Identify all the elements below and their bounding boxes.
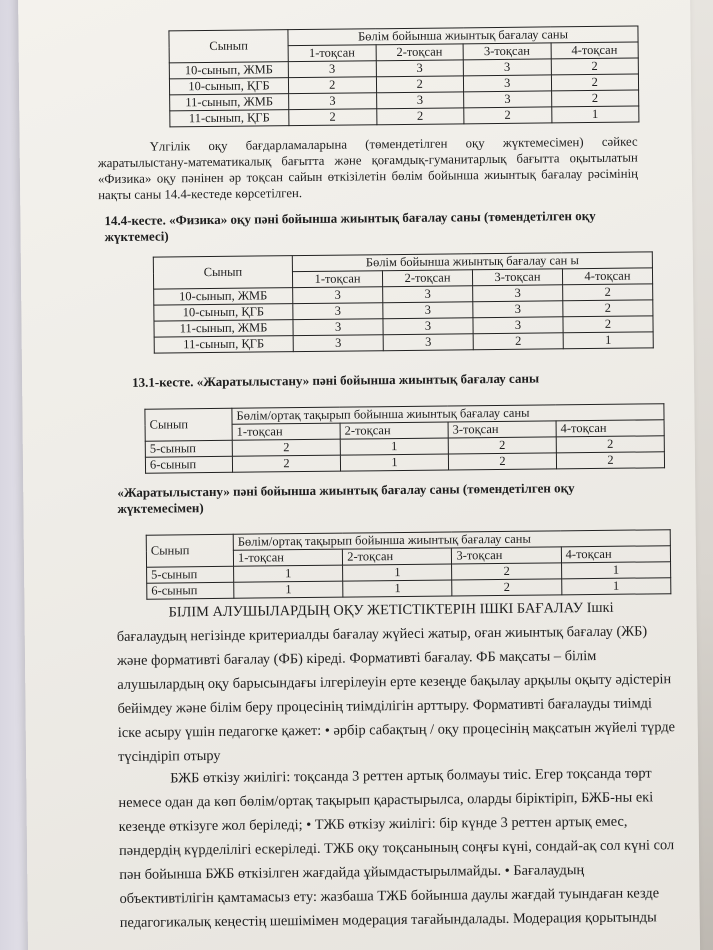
group-header: Бөлім/ортақ тақырып бойынша жиынтық бағалау саны bbox=[232, 404, 664, 425]
row-label: 6-сынып bbox=[145, 456, 232, 473]
cell: 3 bbox=[293, 287, 383, 304]
cell: 3 bbox=[473, 317, 563, 334]
table-2-caption: 14.4-кесте. «Физика» оқу пәні бойынша жиынтық бағалау саны (төмендетілген оқу жүктемесі) bbox=[104, 207, 596, 245]
cell: 2 bbox=[551, 58, 639, 75]
quarter-header: 4-тоқсан bbox=[561, 546, 670, 563]
quarter-header: 2-тоқсан bbox=[343, 548, 452, 565]
cell: 2 bbox=[452, 579, 561, 596]
table-3 bbox=[144, 403, 665, 473]
cell: 3 bbox=[473, 285, 563, 302]
cell: 3 bbox=[293, 335, 383, 352]
cell: 1 bbox=[234, 581, 343, 598]
cell: 2 bbox=[376, 76, 464, 93]
row-label: 10-сынып, ЖМБ bbox=[154, 288, 293, 305]
cell: 2 bbox=[448, 453, 556, 470]
col-header-class: Сынып bbox=[145, 408, 232, 441]
quarter-header: 3-тоқсан bbox=[463, 43, 551, 60]
cell: 3 bbox=[376, 60, 464, 77]
cell: 1 bbox=[561, 562, 670, 579]
row-label: 10-сынып, ЖМБ bbox=[169, 62, 288, 79]
quarter-header: 1-тоқсан bbox=[292, 271, 382, 288]
quarter-header: 3-тоқсан bbox=[472, 269, 562, 286]
cell: 3 bbox=[289, 93, 377, 110]
paragraph-text: Үлгілік оқу бағдарламаларына (төмендетілген оқу жүктемесімен) сәйкес жаратылыстану-математикалық бағытта және қоғамдық-гуманитарлық бағытта оқытылатын «Физика» оқу пәнінен әр тоқсан сайын өткізілетін бөлім бойынша жиынтық бағалау рәсімінің нақты саны 14.4-кестеде көрсетілген. bbox=[97, 134, 639, 203]
paragraph-physics-intro bbox=[98, 134, 639, 204]
quarter-header: 4-тоқсан bbox=[562, 268, 652, 285]
quarter-header: 1-тоқсан bbox=[233, 549, 342, 566]
cell: 3 bbox=[293, 303, 383, 320]
quarter-header: 4-тоқсан bbox=[556, 420, 664, 437]
quarter-header: 2-тоқсан bbox=[340, 422, 448, 439]
quarter-header: 2-тоқсан bbox=[382, 270, 472, 287]
group-header: Бөлім/ортақ тақырып бойынша жиынтық бағалау саны bbox=[233, 530, 670, 551]
cell: 2 bbox=[473, 333, 563, 350]
group-header: Бөлім бойынша жиынтық бағалау сан ы bbox=[292, 252, 652, 272]
cell: 2 bbox=[232, 455, 340, 472]
row-label: 10-сынып, ҚГБ bbox=[154, 304, 293, 321]
cell: 1 bbox=[563, 332, 653, 349]
cell: 2 bbox=[556, 452, 664, 469]
cell: 3 bbox=[293, 319, 383, 336]
table-1 bbox=[168, 26, 639, 128]
row-label: 6-сынып bbox=[147, 582, 234, 599]
row-label: 11-сынып, ЖМБ bbox=[170, 94, 289, 111]
cell: 1 bbox=[561, 578, 670, 595]
cell: 3 bbox=[288, 61, 376, 78]
cell: 2 bbox=[563, 316, 653, 333]
cell: 2 bbox=[563, 284, 653, 301]
cell: 3 bbox=[473, 301, 563, 318]
cell: 2 bbox=[452, 563, 561, 580]
cell: 3 bbox=[463, 59, 551, 76]
col-header-class: Сынып bbox=[146, 534, 233, 567]
cell: 3 bbox=[376, 92, 464, 109]
col-header-class: Сынып bbox=[169, 30, 288, 63]
quarter-header: 3-тоқсан bbox=[452, 547, 561, 564]
cell: 2 bbox=[376, 108, 464, 125]
cell: 3 bbox=[464, 91, 552, 108]
cell: 1 bbox=[340, 454, 448, 471]
cell: 2 bbox=[551, 90, 639, 107]
cell: 1 bbox=[343, 564, 452, 581]
cell: 2 bbox=[232, 439, 340, 456]
cell: 2 bbox=[464, 107, 552, 124]
table-2 bbox=[153, 251, 654, 353]
cell: 3 bbox=[383, 318, 473, 335]
quarter-header: 4-тоқсан bbox=[551, 42, 639, 59]
paragraph-frequency bbox=[118, 761, 680, 935]
cell: 3 bbox=[383, 302, 473, 319]
quarter-header: 2-тоқсан bbox=[376, 44, 464, 61]
col-header-class: Сынып bbox=[153, 256, 292, 289]
cell: 2 bbox=[551, 74, 639, 91]
row-label: 11-сынып, ЖМБ bbox=[154, 320, 293, 337]
cell: 1 bbox=[234, 565, 343, 582]
quarter-header: 1-тоқсан bbox=[288, 45, 376, 62]
paragraph-internal-assessment bbox=[116, 595, 678, 769]
cell: 2 bbox=[289, 109, 377, 126]
cell: 2 bbox=[288, 77, 376, 94]
cell: 3 bbox=[463, 75, 551, 92]
cell: 1 bbox=[343, 580, 452, 597]
row-label: 11-сынып, ҚГБ bbox=[170, 110, 289, 127]
table-4 bbox=[146, 529, 672, 599]
row-label: 5-сынып bbox=[147, 566, 234, 583]
group-header: Бөлім бойынша жиынтық бағалау саны bbox=[288, 26, 638, 46]
document-page bbox=[18, 0, 700, 950]
cell: 3 bbox=[383, 286, 473, 303]
cell: 2 bbox=[556, 436, 664, 453]
table-4-caption: «Жаратылыстану» пәні бойынша жиынтық бағалау саны (төмендетілген оқу жүктемесімен) bbox=[117, 480, 575, 516]
quarter-header: 1-тоқсан bbox=[232, 423, 340, 440]
cell: 1 bbox=[340, 438, 448, 455]
cell: 2 bbox=[563, 300, 653, 317]
cell: 3 bbox=[383, 334, 473, 351]
table-3-caption: 13.1-кесте. «Жаратылыстану» пәні бойынша жиынтық бағалау саны bbox=[132, 370, 540, 390]
row-label: 11-сынып, ҚГБ bbox=[154, 336, 293, 353]
paragraph-text: БЖБ өткізу жиілігі: тоқсанда 3 реттен артық болмауы тиіс. Егер тоқсанда төрт немесе одан да көп бөлім/ортақ тақырып қарастырылса, оларды біріктіріп, БЖБ-ны екі кезеңде өткізуге жол беріледі; • ТЖБ өткізу жиілігі: бір күнде 3 реттен артық емес, пәндердің күрделілігі ескеріледі. ТЖБ оқу тоқсанының соңғы күні, сондай-ақ сол күні сол пән бойынша БЖБ өткізілген жағдайда ұйымдастырылмайды. • Бағалаудың объективтілігін қамтамасыз ету: жазбаша ТЖБ бойынша даулы жағдай туындаған кезде педагогикалық кеңестің шешімімен модерация тағайындалады. Модерация қорытынды bbox=[118, 765, 675, 931]
row-label: 5-сынып bbox=[145, 440, 232, 457]
cell: 2 bbox=[448, 437, 556, 454]
quarter-header: 3-тоқсан bbox=[448, 421, 556, 438]
row-label: 10-сынып, ҚГБ bbox=[169, 78, 288, 95]
cell: 1 bbox=[551, 106, 639, 123]
paragraph-text: БІЛІМ АЛУШЫЛАРДЫҢ ОҚУ ЖЕТІСТІКТЕРІН ІШКІ БАҒАЛАУ Ішкі бағалаудың негізінде критериалды бағалау жүйесі жатыр, оған жиынтық бағалау (ЖБ) және формативті бағалау (ФБ) кіреді. Формативті бағалау. ФБ мақсаты – білім алушылардың оқу барысындағы ілгерілеуін ерте кезеңде бақылау арқылы оқыту әдістерін бейімдеу және білім беру процесінің тиімділігін арттыру. Формативті бағалауды тиімді іске асыру үшін педагогке қажет: • әрбір сабақтың / оқу процесінің мақсатын жүйелі түрде түсіндіріп отыру bbox=[116, 599, 676, 765]
